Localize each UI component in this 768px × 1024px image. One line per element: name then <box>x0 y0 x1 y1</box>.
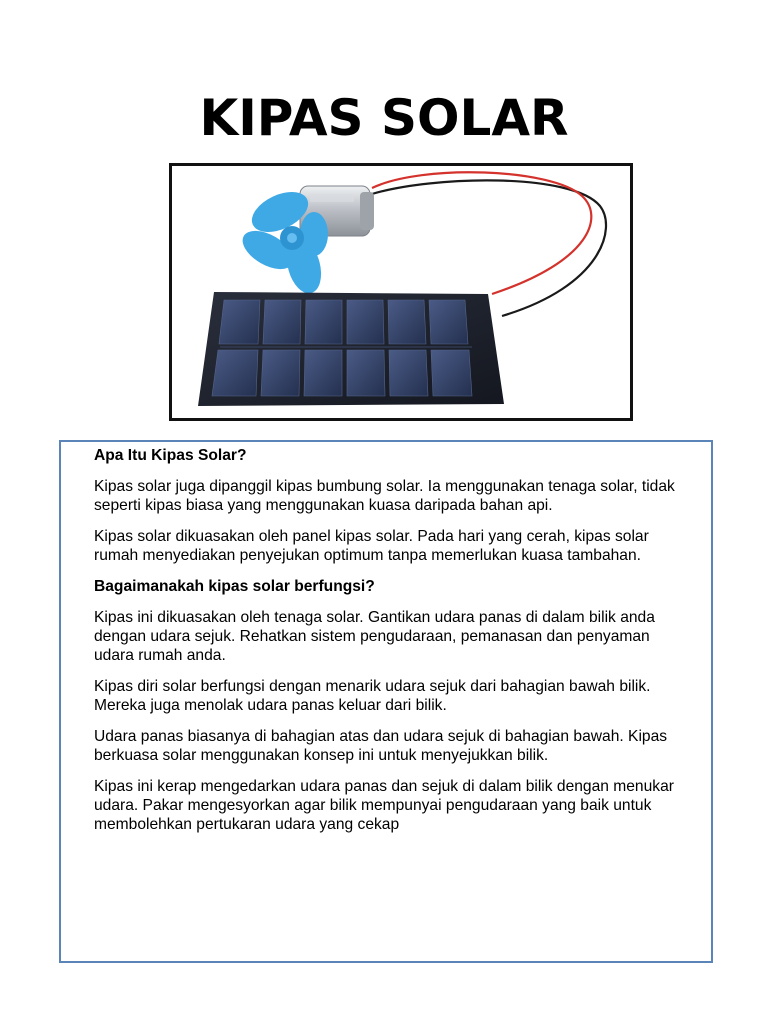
section-heading-what-is: Apa Itu Kipas Solar? <box>94 447 247 464</box>
content-box <box>59 440 713 963</box>
content-text <box>94 446 684 846</box>
page-title: KIPAS SOLAR <box>199 89 569 147</box>
solar-fan-photo <box>169 163 633 421</box>
paragraph-6: Kipas ini kerap mengedarkan udara panas dan sejuk di dalam bilik dengan menukar udara. Pakar mengesyorkan agar bilik mempunyai pengudaraan yang baik untuk membolehkan pertukaran udara yang cekap <box>94 778 674 833</box>
solar-fan-illustration <box>172 166 630 418</box>
paragraph-4: Kipas diri solar berfungsi dengan menarik udara sejuk dari bahagian bawah bilik. Mereka juga menolak udara panas keluar dari bilik. <box>94 678 651 714</box>
solar-panel <box>198 292 504 406</box>
paragraph-5: Udara panas biasanya di bahagian atas dan udara sejuk di bahagian bawah. Kipas berkuasa solar menggunakan konsep ini untuk menyejukkan bilik. <box>94 728 668 764</box>
paragraph-3: Kipas ini dikuasakan oleh tenaga solar. Gantikan udara panas di dalam bilik anda dengan udara sejuk. Rehatkan sistem pengudaraan, pemanasan dan penyaman udara rumah anda. <box>94 609 655 664</box>
paragraph-1: Kipas solar juga dipanggil kipas bumbung solar. Ia menggunakan tenaga solar, tidak seperti kipas biasa yang menggunakan kuasa daripada bahan api. <box>94 478 675 514</box>
paragraph-2: Kipas solar dikuasakan oleh panel kipas solar. Pada hari yang cerah, kipas solar rumah menyediakan penyejukan optimum tanpa memerlukan kuasa tambahan. <box>94 528 649 564</box>
red-wire <box>372 172 591 294</box>
section-heading-how-it-works: Bagaimanakah kipas solar berfungsi? <box>94 578 375 595</box>
